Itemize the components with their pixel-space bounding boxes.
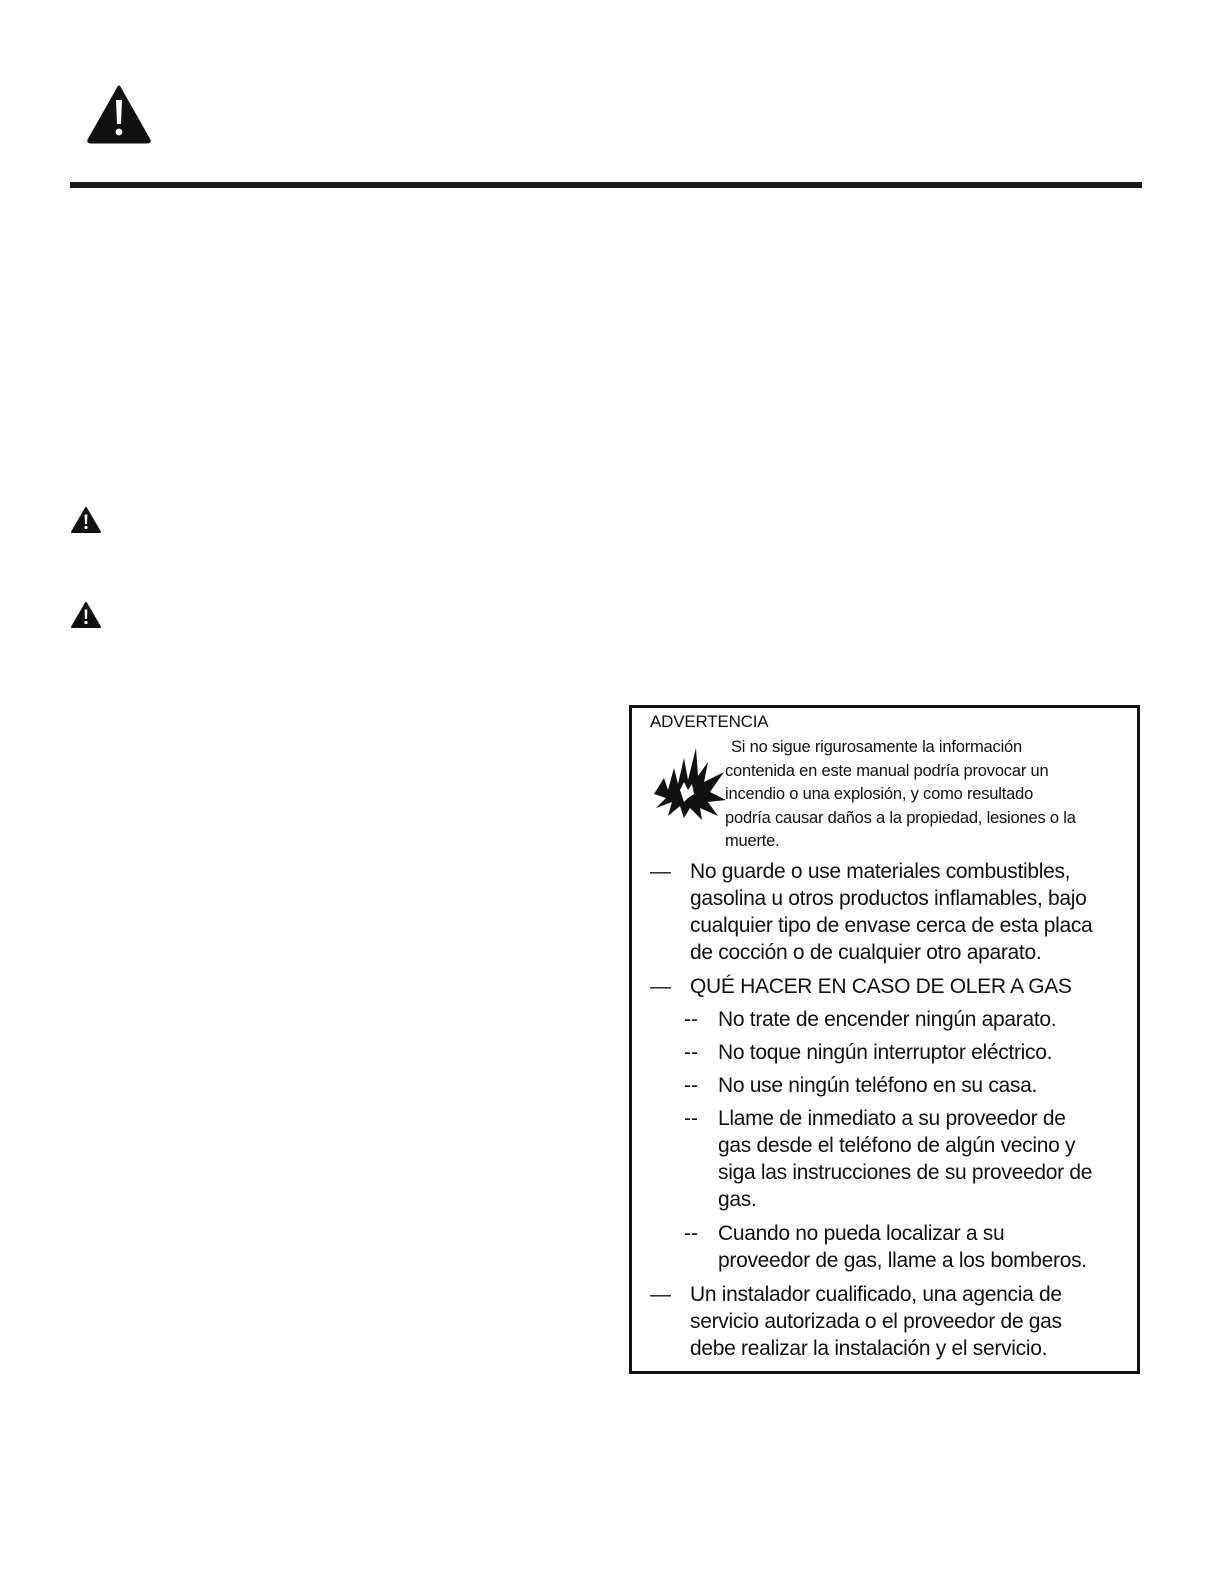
intro-line: contenida en este manual podría provocar un xyxy=(725,761,1049,780)
bullet-line: QUÉ HACER EN CASO DE OLER A GAS xyxy=(690,975,1072,998)
sub-bullet-dash: -- xyxy=(684,1107,698,1130)
bullet-line: Un instalador cualificado, una agencia de xyxy=(690,1283,1062,1306)
sub-bullet-dash: -- xyxy=(684,1074,698,1097)
bullet-storage-warning xyxy=(690,858,1130,966)
bullet-line: gasolina u otros productos inflamables, bajo xyxy=(690,887,1087,910)
sub-bullet-line: No toque ningún interruptor eléctrico. xyxy=(718,1041,1053,1064)
sub-bullet-item xyxy=(718,1039,1128,1066)
sub-bullet-line: Llame de inmediato a su proveedor de xyxy=(718,1107,1066,1130)
sub-bullet-dash: -- xyxy=(684,1008,698,1031)
sub-bullet-item xyxy=(718,1072,1128,1099)
bullet-gas-smell-heading xyxy=(690,973,1130,1000)
sub-bullet-line: proveedor de gas, llame a los bomberos. xyxy=(718,1249,1087,1272)
bullet-line: debe realizar la instalación y el servicio. xyxy=(690,1337,1048,1360)
bullet-line: No guarde o use materiales combustibles, xyxy=(690,860,1071,883)
sub-bullet-dash: -- xyxy=(684,1222,698,1245)
intro-line: Si no sigue rigurosamente la información xyxy=(731,738,1022,756)
warning-title: ADVERTENCIA xyxy=(650,712,769,731)
warning-triangle-icon xyxy=(70,601,102,629)
sub-bullet-item xyxy=(718,1006,1128,1033)
warning-box xyxy=(629,705,1140,1374)
warning-triangle-icon xyxy=(70,506,102,534)
intro-line: podría causar daños a la propiedad, lesiones o la xyxy=(725,808,1076,827)
bullet-dash: — xyxy=(650,860,671,883)
intro-line: incendio o una explosión, y como resultado xyxy=(725,785,1034,803)
sub-bullet-line: No trate de encender ningún aparato. xyxy=(718,1008,1057,1031)
warning-triangle-icon xyxy=(86,84,152,144)
header-divider xyxy=(70,182,1142,188)
bullet-line: de cocción o de cualquier otro aparato. xyxy=(690,941,1042,964)
bullet-line: cualquier tipo de envase cerca de esta placa xyxy=(690,914,1093,937)
bullet-dash: — xyxy=(650,975,671,998)
sub-bullet-line: No use ningún teléfono en su casa. xyxy=(718,1074,1038,1097)
sub-bullet-item xyxy=(718,1220,1128,1274)
sub-bullet-line: gas. xyxy=(718,1188,757,1211)
sub-bullet-line: gas desde el teléfono de algún vecino y xyxy=(718,1134,1076,1157)
sub-bullet-line: siga las instrucciones de su proveedor de xyxy=(718,1161,1093,1184)
intro-line: muerte. xyxy=(725,832,780,850)
bullet-installer-notice xyxy=(690,1281,1130,1362)
sub-bullet-item xyxy=(718,1105,1128,1213)
bullet-line: servicio autorizada o el proveedor de gas xyxy=(690,1310,1062,1333)
explosion-icon xyxy=(650,742,730,822)
sub-bullet-dash: -- xyxy=(684,1041,698,1064)
sub-bullet-line: Cuando no pueda localizar a su xyxy=(718,1222,1005,1245)
warning-intro xyxy=(725,736,1125,854)
bullet-dash: — xyxy=(650,1283,671,1306)
